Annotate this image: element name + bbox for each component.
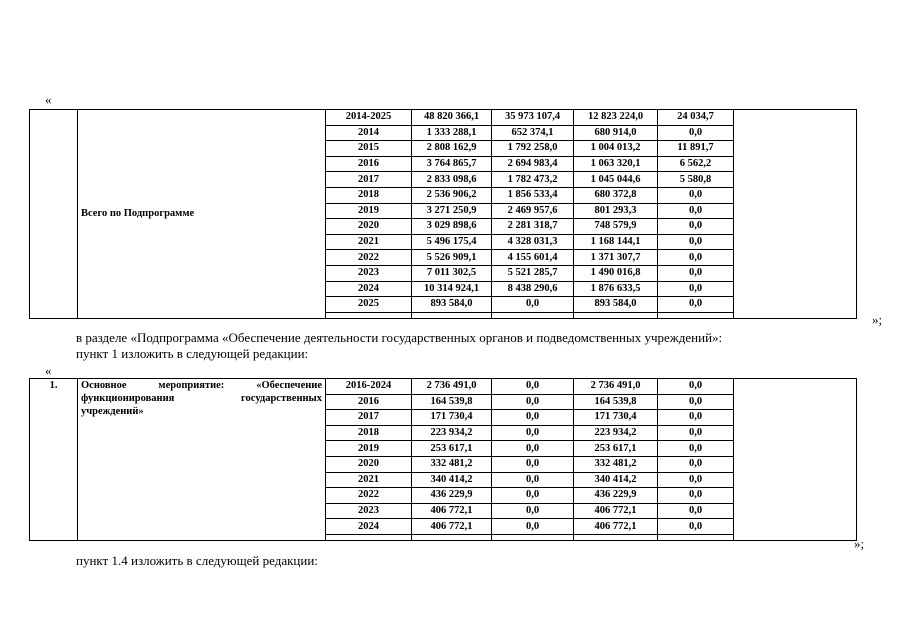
period-cell: 2018 <box>326 425 412 441</box>
open-quote-2: « <box>45 363 52 378</box>
amount-cell: 0,0 <box>658 379 734 395</box>
period-cell: 2014 <box>326 125 412 141</box>
close-quote-1: »; <box>872 312 883 327</box>
period-cell: 2019 <box>326 203 412 219</box>
period-cell: 2020 <box>326 219 412 235</box>
amount-cell: 340 414,2 <box>412 472 492 488</box>
note-cell <box>734 379 857 541</box>
amount-cell: 332 481,2 <box>574 456 658 472</box>
empty-cell <box>492 534 574 540</box>
amount-cell: 0,0 <box>492 503 574 519</box>
amount-cell: 171 730,4 <box>412 410 492 426</box>
amount-cell: 0,0 <box>658 125 734 141</box>
amount-cell: 2 281 318,7 <box>492 219 574 235</box>
amount-cell: 2 736 491,0 <box>574 379 658 395</box>
amount-cell: 5 521 285,7 <box>492 265 574 281</box>
amount-cell: 3 029 898,6 <box>412 219 492 235</box>
amount-cell: 2 833 098,6 <box>412 172 492 188</box>
amount-cell: 0,0 <box>658 187 734 203</box>
number-cell <box>30 110 78 319</box>
period-cell: 2016-2024 <box>326 379 412 395</box>
amount-cell: 893 584,0 <box>574 297 658 313</box>
period-cell: 2021 <box>326 234 412 250</box>
amount-cell: 4 328 031,3 <box>492 234 574 250</box>
period-cell: 2024 <box>326 281 412 297</box>
period-cell: 2020 <box>326 456 412 472</box>
period-cell: 2014-2025 <box>326 110 412 126</box>
empty-cell <box>492 312 574 318</box>
amount-cell: 2 469 957,6 <box>492 203 574 219</box>
amount-cell: 436 229,9 <box>412 488 492 504</box>
amount-cell: 406 772,1 <box>574 519 658 535</box>
amount-cell: 8 438 290,6 <box>492 281 574 297</box>
subprogram-total-table <box>29 109 857 319</box>
amount-cell: 35 973 107,4 <box>492 110 574 126</box>
amount-cell: 253 617,1 <box>412 441 492 457</box>
period-cell: 2024 <box>326 519 412 535</box>
period-cell: 2025 <box>326 297 412 313</box>
amount-cell: 1 004 013,2 <box>574 141 658 157</box>
amount-cell: 7 011 302,5 <box>412 265 492 281</box>
amount-cell: 0,0 <box>492 456 574 472</box>
item-1-4-instruction: пункт 1.4 изложить в следующей редакции: <box>76 553 318 568</box>
amount-cell: 12 823 224,0 <box>574 110 658 126</box>
amount-cell: 0,0 <box>658 472 734 488</box>
amount-cell: 3 764 865,7 <box>412 156 492 172</box>
amount-cell: 748 579,9 <box>574 219 658 235</box>
amount-cell: 0,0 <box>658 394 734 410</box>
amount-cell: 223 934,2 <box>574 425 658 441</box>
amount-cell: 1 333 288,1 <box>412 125 492 141</box>
amount-cell: 2 536 906,2 <box>412 187 492 203</box>
empty-cell <box>574 534 658 540</box>
amount-cell: 0,0 <box>658 281 734 297</box>
amount-cell: 801 293,3 <box>574 203 658 219</box>
row-title: Всего по Подпрограмме <box>78 110 326 319</box>
amount-cell: 1 490 016,8 <box>574 265 658 281</box>
empty-cell <box>574 312 658 318</box>
amount-cell: 0,0 <box>658 250 734 266</box>
amount-cell: 5 580,8 <box>658 172 734 188</box>
amount-cell: 652 374,1 <box>492 125 574 141</box>
empty-cell <box>658 534 734 540</box>
period-cell: 2016 <box>326 394 412 410</box>
amount-cell: 0,0 <box>492 519 574 535</box>
amount-cell: 1 045 044,6 <box>574 172 658 188</box>
table-row <box>30 379 857 395</box>
amount-cell: 164 539,8 <box>574 394 658 410</box>
amount-cell: 0,0 <box>492 488 574 504</box>
section-instruction: в разделе «Подпрограмма «Обеспечение деятельности государственных органов и подведомственных учреждений»: <box>76 330 723 345</box>
amount-cell: 11 891,7 <box>658 141 734 157</box>
amount-cell: 164 539,8 <box>412 394 492 410</box>
empty-cell <box>658 312 734 318</box>
amount-cell: 406 772,1 <box>412 519 492 535</box>
amount-cell: 0,0 <box>492 379 574 395</box>
amount-cell: 680 372,8 <box>574 187 658 203</box>
amount-cell: 10 314 924,1 <box>412 281 492 297</box>
amount-cell: 0,0 <box>658 410 734 426</box>
amount-cell: 4 155 601,4 <box>492 250 574 266</box>
amount-cell: 1 063 320,1 <box>574 156 658 172</box>
period-cell: 2023 <box>326 503 412 519</box>
amount-cell: 0,0 <box>492 425 574 441</box>
open-quote-1: « <box>45 92 52 107</box>
empty-cell <box>326 312 412 318</box>
amount-cell: 1 782 473,2 <box>492 172 574 188</box>
amount-cell: 1 792 258,0 <box>492 141 574 157</box>
amount-cell: 0,0 <box>658 456 734 472</box>
amount-cell: 24 034,7 <box>658 110 734 126</box>
amount-cell: 406 772,1 <box>574 503 658 519</box>
amount-cell: 680 914,0 <box>574 125 658 141</box>
amount-cell: 171 730,4 <box>574 410 658 426</box>
amount-cell: 0,0 <box>492 410 574 426</box>
period-cell: 2015 <box>326 141 412 157</box>
amount-cell: 0,0 <box>492 297 574 313</box>
amount-cell: 0,0 <box>658 234 734 250</box>
main-activity-table <box>29 378 857 541</box>
amount-cell: 253 617,1 <box>574 441 658 457</box>
amount-cell: 0,0 <box>492 472 574 488</box>
period-cell: 2022 <box>326 488 412 504</box>
period-cell: 2017 <box>326 410 412 426</box>
amount-cell: 2 808 162,9 <box>412 141 492 157</box>
amount-cell: 893 584,0 <box>412 297 492 313</box>
row-title: Основное мероприятие: «Обеспечение функционирования государственных учреждений» <box>78 379 326 541</box>
amount-cell: 1 876 633,5 <box>574 281 658 297</box>
item-1-instruction: пункт 1 изложить в следующей редакции: <box>76 346 309 361</box>
amount-cell: 0,0 <box>658 297 734 313</box>
item-number: 1. <box>30 379 78 541</box>
empty-cell <box>412 534 492 540</box>
amount-cell: 0,0 <box>492 394 574 410</box>
amount-cell: 48 820 366,1 <box>412 110 492 126</box>
amount-cell: 1 168 144,1 <box>574 234 658 250</box>
amount-cell: 0,0 <box>658 203 734 219</box>
amount-cell: 3 271 250,9 <box>412 203 492 219</box>
period-cell: 2019 <box>326 441 412 457</box>
amount-cell: 5 526 909,1 <box>412 250 492 266</box>
period-cell: 2021 <box>326 472 412 488</box>
amount-cell: 2 736 491,0 <box>412 379 492 395</box>
close-quote-2: »; <box>854 536 865 551</box>
note-cell <box>734 110 857 319</box>
amount-cell: 0,0 <box>658 519 734 535</box>
period-cell: 2018 <box>326 187 412 203</box>
amount-cell: 0,0 <box>658 425 734 441</box>
amount-cell: 1 856 533,4 <box>492 187 574 203</box>
period-cell: 2022 <box>326 250 412 266</box>
amount-cell: 406 772,1 <box>412 503 492 519</box>
period-cell: 2016 <box>326 156 412 172</box>
amount-cell: 436 229,9 <box>574 488 658 504</box>
amount-cell: 0,0 <box>658 441 734 457</box>
amount-cell: 0,0 <box>658 219 734 235</box>
period-cell: 2023 <box>326 265 412 281</box>
empty-cell <box>326 534 412 540</box>
amount-cell: 1 371 307,7 <box>574 250 658 266</box>
table-row <box>30 110 857 126</box>
amount-cell: 0,0 <box>492 441 574 457</box>
period-cell: 2017 <box>326 172 412 188</box>
amount-cell: 0,0 <box>658 503 734 519</box>
amount-cell: 340 414,2 <box>574 472 658 488</box>
amount-cell: 332 481,2 <box>412 456 492 472</box>
amount-cell: 6 562,2 <box>658 156 734 172</box>
amount-cell: 0,0 <box>658 488 734 504</box>
amount-cell: 2 694 983,4 <box>492 156 574 172</box>
amount-cell: 5 496 175,4 <box>412 234 492 250</box>
empty-cell <box>412 312 492 318</box>
amount-cell: 223 934,2 <box>412 425 492 441</box>
amount-cell: 0,0 <box>658 265 734 281</box>
